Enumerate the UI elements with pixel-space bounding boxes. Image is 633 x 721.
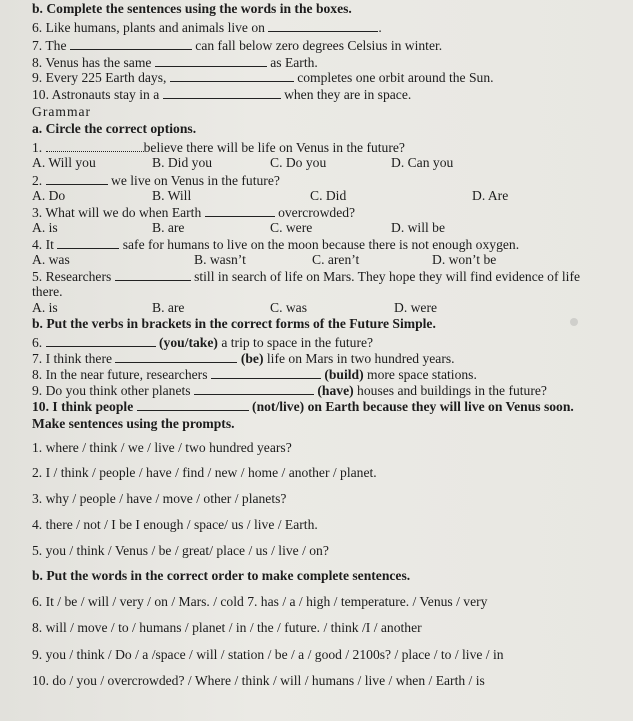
answer-blank[interactable] bbox=[163, 86, 281, 99]
option-b[interactable]: B. wasn’t bbox=[194, 252, 246, 267]
answer-blank[interactable] bbox=[46, 139, 144, 152]
grammar-a-heading: a. Circle the correct options. bbox=[32, 121, 197, 136]
option-b[interactable]: B. Will bbox=[152, 188, 192, 203]
option-d[interactable]: D. won’t be bbox=[432, 252, 497, 267]
answer-blank[interactable] bbox=[46, 172, 108, 185]
prompt-item-4: 4. there / not / I be I enough / space/ us / live / Earth. bbox=[32, 517, 318, 532]
prompts-heading: Make sentences using the prompts. bbox=[32, 416, 235, 431]
reorder-heading: b. Put the words in the correct order to make complete sentences. bbox=[32, 568, 411, 583]
option-a[interactable]: A. Will you bbox=[32, 155, 96, 170]
answer-blank[interactable] bbox=[57, 236, 119, 249]
mc-question-1: 1. believe there will be life on Venus in the future? bbox=[32, 140, 405, 155]
mc-question-4: 4. It safe for humans to live on the moon because there is not enough oxygen. bbox=[32, 237, 520, 252]
paper-mark bbox=[570, 318, 578, 326]
prompt-item-5: 5. you / think / Venus / be / great/ place / us / live / on? bbox=[32, 543, 329, 558]
option-d[interactable]: D. Can you bbox=[391, 155, 454, 170]
grammar-b-heading: b. Put the verbs in brackets in the correct forms of the Future Simple. bbox=[32, 316, 436, 331]
completion-item-9: 9. Every 225 Earth days, completes one orbit around the Sun. bbox=[32, 70, 494, 85]
answer-blank[interactable] bbox=[137, 398, 249, 411]
prompt-item-3: 3. why / people / have / move / other / planets? bbox=[32, 491, 287, 506]
answer-blank[interactable] bbox=[205, 204, 275, 217]
answer-blank[interactable] bbox=[155, 54, 267, 67]
option-a[interactable]: A. is bbox=[32, 220, 58, 235]
verb-item-9: 9. Do you think other planets (have) houses and buildings in the future? bbox=[32, 383, 547, 398]
prompt-item-2: 2. I / think / people / have / find / new / home / another / planet. bbox=[32, 465, 377, 480]
option-a[interactable]: A. is bbox=[32, 300, 58, 315]
option-c[interactable]: C. Did bbox=[310, 188, 347, 203]
option-b[interactable]: B. Did you bbox=[152, 155, 213, 170]
option-d[interactable]: D. will be bbox=[391, 220, 445, 235]
option-c[interactable]: C. were bbox=[270, 220, 313, 235]
mc-question-5-continued: there. bbox=[32, 284, 63, 299]
completion-item-8: 8. Venus has the same as Earth. bbox=[32, 55, 318, 70]
answer-blank[interactable] bbox=[115, 268, 191, 281]
mc-question-2: 2. we live on Venus in the future? bbox=[32, 173, 280, 188]
reorder-item-8: 8. will / move / to / humans / planet / in / the / future. / think /I / another bbox=[32, 620, 422, 635]
reorder-item-10: 10. do / you / overcrowded? / Where / think / will / humans / live / when / Earth / is bbox=[32, 673, 485, 688]
answer-blank[interactable] bbox=[70, 37, 192, 50]
option-c[interactable]: C. Do you bbox=[270, 155, 327, 170]
option-a[interactable]: A. was bbox=[32, 252, 70, 267]
prompt-item-1: 1. where / think / we / live / two hundred years? bbox=[32, 440, 292, 455]
answer-blank[interactable] bbox=[115, 350, 237, 363]
answer-blank[interactable] bbox=[170, 69, 294, 82]
mc-question-5: 5. Researchers still in search of life on Mars. They hope they will find evidence of life bbox=[32, 269, 581, 284]
mc-question-3: 3. What will we do when Earth overcrowded? bbox=[32, 205, 356, 220]
option-d[interactable]: D. Are bbox=[472, 188, 509, 203]
option-c[interactable]: C. aren’t bbox=[312, 252, 360, 267]
option-b[interactable]: B. are bbox=[152, 300, 185, 315]
completion-heading: b. Complete the sentences using the words in the boxes. bbox=[32, 1, 352, 16]
reorder-item-9: 9. you / think / Do / a /space / will / station / be / a / good / 2100s? / place / to / live / in bbox=[32, 647, 504, 662]
completion-item-6: 6. Like humans, plants and animals live on . bbox=[32, 20, 382, 35]
verb-item-10: 10. I think people (not/live) on Earth because they will live on Venus soon. bbox=[32, 399, 574, 414]
completion-item-10: 10. Astronauts stay in a when they are in space. bbox=[32, 87, 412, 102]
verb-item-7: 7. I think there (be) life on Mars in two hundred years. bbox=[32, 351, 455, 366]
answer-blank[interactable] bbox=[194, 382, 314, 395]
option-d[interactable]: D. were bbox=[394, 300, 438, 315]
completion-item-7: 7. The can fall below zero degrees Celsius in winter. bbox=[32, 38, 443, 53]
answer-blank[interactable] bbox=[46, 334, 156, 347]
verb-item-6: 6. (you/take) a trip to space in the future? bbox=[32, 335, 374, 350]
answer-blank[interactable] bbox=[268, 19, 378, 32]
answer-blank[interactable] bbox=[211, 366, 321, 379]
option-a[interactable]: A. Do bbox=[32, 188, 66, 203]
option-b[interactable]: B. are bbox=[152, 220, 185, 235]
verb-item-8: 8. In the near future, researchers (build) more space stations. bbox=[32, 367, 477, 382]
option-c[interactable]: C. was bbox=[270, 300, 308, 315]
section-title-grammar: Grammar bbox=[32, 104, 92, 119]
reorder-item-6-7: 6. It / be / will / very / on / Mars. / cold 7. has / a / high / temperature. / Venus / very bbox=[32, 594, 488, 609]
